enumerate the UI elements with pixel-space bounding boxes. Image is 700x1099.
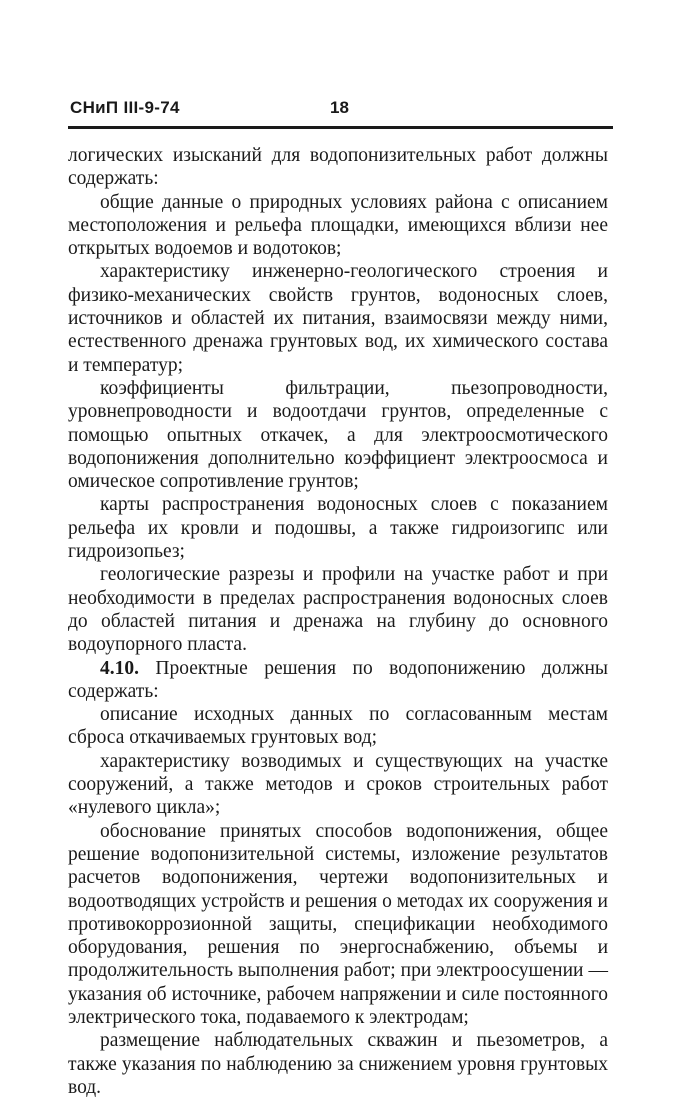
paragraph-justification: обоснование принятых способов водопонижения, общее решение водопонизительной системы, изложение результатов расчетов водопонижения, чертежи водопонизительных и водоотводящих устройств и решения о методах их сооружения и противокоррозионной защиты, спецификации необходимого оборудования, решения по энергоснабжению, объемы и продолжительность выполнения работ; при электроосушении — указания об источнике, рабочем напряжении и силе постоянного электрического тока, подаваемого к электродам; (68, 820, 608, 1028)
running-header (70, 98, 610, 124)
header-rule (68, 126, 613, 129)
paragraph-continuation: логических изысканий для водопонизительных работ должны содержать: (68, 145, 608, 190)
section-number: 4.10. (100, 657, 139, 679)
paragraph-source-data: описание исходных данных по согласованным местам сброса откачиваемых грунтовых вод; (68, 704, 608, 749)
paragraph-filtration-coefficients: коэффициенты фильтрации, пьезопроводности, уровнепроводности и водоотдачи грунтов, определенные с помощью опытных откачек, а для электроосмотического водопонижения дополнительно коэффициент электроосмоса и омическое сопротивление грунтов; (68, 377, 608, 493)
section-4-10-heading (68, 657, 608, 704)
paragraph-geological-sections: геологические разрезы и профили на участке работ и при необходимости в пределах распространения водоносных слоев до областей питания и дренажа на глубину до основного водоупорного пласта. (68, 564, 608, 656)
section-intro: Проектные решения по водопонижению должны содержать: (68, 657, 608, 702)
paragraph-aquifer-maps: карты распространения водоносных слоев с показанием рельефа их кровли и подошвы, а также гидроизогипс или гидроизопьез; (68, 494, 608, 563)
paragraph-geology-characteristics: характеристику инженерно-геологического строения и физико-механических свойств грунтов, водоносных слоев, источников и областей их питания, взаимосвязи между ними, естественного дренажа грунтовых вод, их химического состава и температур; (68, 261, 608, 376)
body-text (68, 144, 608, 1099)
document-code: СНиП III-9-74 (70, 98, 180, 117)
paragraph-general-data: общие данные о природных условиях района с описанием местоположения и рельефа площадки, имеющихся вблизи нее открытых водоемов и водотоков; (68, 191, 608, 260)
paragraph-structures-characteristics: характеристику возводимых и существующих на участке сооружений, а также методов и сроков строительных работ «нулевого цикла»; (68, 750, 608, 819)
paragraph-observation-wells: размещение наблюдательных скважин и пьезометров, а также указания по наблюдению за снижением уровня грунтовых вод. (68, 1030, 608, 1098)
page-number: 18 (330, 98, 349, 117)
